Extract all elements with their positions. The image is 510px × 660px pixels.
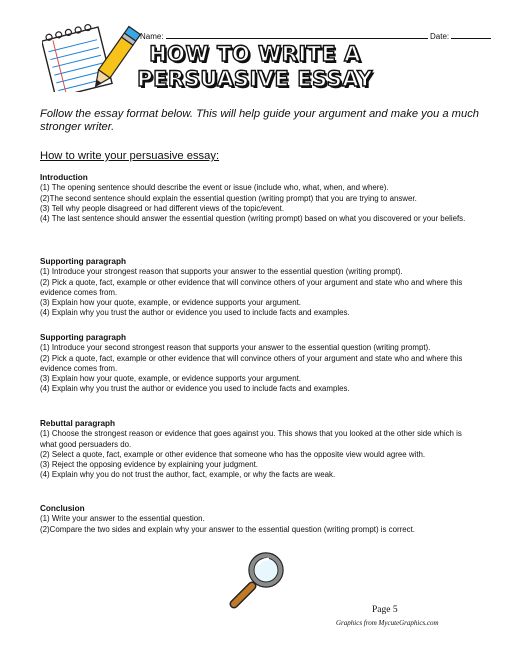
supporting-paragraph-2-section (40, 333, 480, 395)
name-date-line (140, 31, 491, 41)
step-text: (2) Pick a quote, fact, example or other evidence that will convince others of your argument and state who and where this evidence comes from. (40, 353, 463, 373)
supporting-paragraph-1-section (40, 257, 480, 319)
step-text: (4) Explain why you trust the author or evidence you used to include facts and examples. (40, 384, 350, 394)
step-text: (4) The last sentence should answer the essential question (writing prompt) based on what you discovered or your beliefs. (40, 214, 466, 224)
magnifying-glass-icon (228, 548, 290, 610)
name-label: Name: (140, 32, 164, 41)
step-text: (1) The opening sentence should describe the event or issue (include who, what, when, and where). (40, 183, 389, 193)
step-text: (4) Explain why you do not trust the author, fact, example, or why the facts are weak. (40, 470, 336, 480)
step-text: (4) Explain why you trust the author or evidence you used to include facts and examples. (40, 308, 350, 318)
rebuttal-paragraph-section (40, 419, 480, 481)
date-label: Date: (430, 32, 450, 41)
page-title-line-1: HOW TO WRITE A (149, 42, 361, 66)
step-text: (3) Explain how your quote, example, or evidence supports your argument. (40, 298, 301, 308)
section-title: Rebuttal paragraph (40, 419, 116, 428)
step-text: (2) Pick a quote, fact, example or other evidence that will convince others of your argument and state who and where this evidence comes from. (40, 277, 463, 297)
conclusion-section (40, 504, 480, 535)
section-title: Introduction (40, 173, 88, 182)
graphics-credit: Graphics from MycuteGraphics.com (336, 619, 439, 627)
step-text: (1) Introduce your second strongest reason that supports your answer to the essential question (writing prompt). (40, 343, 431, 353)
step-text: (2) Select a quote, fact, example or other evidence that someone who has the opposite view would agree with. (40, 449, 426, 459)
page-title-line-2: PERSUASIVE ESSAY (137, 67, 373, 91)
intro-text: Follow the essay format below. This will help guide your argument and make you a much stronger writer. (40, 108, 480, 133)
section-title: Supporting paragraph (40, 333, 126, 342)
step-text: (1) Write your answer to the essential question. (40, 514, 205, 524)
step-text: (2)The second sentence should explain the essential question (writing prompt) that you are trying to answer. (40, 193, 417, 203)
step-text: (3) Explain how your quote, example, or evidence supports your argument. (40, 374, 301, 384)
date-field[interactable] (451, 31, 491, 39)
step-text: (2)Compare the two sides and explain why your answer to the essential question (writing prompt) is correct. (40, 524, 415, 534)
section-title: Supporting paragraph (40, 257, 126, 266)
step-text: (3) Tell why people disagreed or had different views of the topic/event. (40, 203, 285, 213)
step-text: (3) Reject the opposing evidence by explaining your judgment. (40, 460, 259, 470)
name-field[interactable] (166, 31, 428, 39)
section-title: Conclusion (40, 504, 85, 513)
step-text: (1) Introduce your strongest reason that supports your answer to the essential question (writing prompt). (40, 267, 403, 277)
step-text: (1) Choose the strongest reason or evidence that goes against you. This shows that you looked at the other side which is what good persuaders do. (40, 429, 462, 449)
section-heading: How to write your persuasive essay: (40, 150, 220, 162)
page-number: Page 5 (372, 605, 398, 615)
introduction-section (40, 173, 480, 224)
